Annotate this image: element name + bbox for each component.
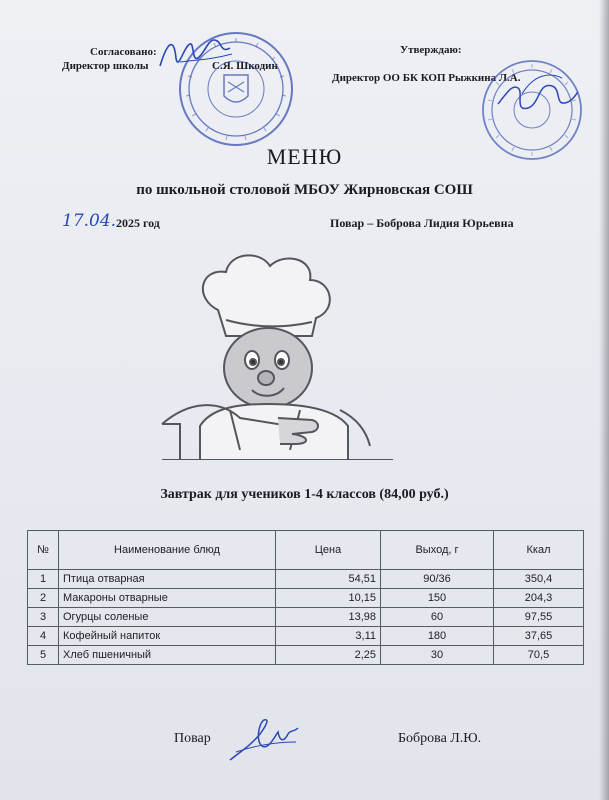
row-number: 5 (28, 646, 59, 665)
col-kcal: Ккал (494, 531, 584, 570)
menu-table (27, 530, 584, 665)
row-kcal: 97,55 (494, 608, 584, 627)
row-dish: Кофейный напиток (59, 627, 276, 646)
row-kcal: 204,3 (494, 589, 584, 608)
table-row (28, 646, 584, 665)
row-weight: 150 (381, 589, 494, 608)
row-dish: Огурцы соленые (59, 608, 276, 627)
row-number: 1 (28, 570, 59, 589)
footer-cook-label: Повар (174, 731, 211, 746)
col-weight: Выход, г (381, 531, 494, 570)
row-price: 10,15 (276, 589, 381, 608)
row-price: 2,25 (276, 646, 381, 665)
col-price: Цена (276, 531, 381, 570)
meal-title: Завтрак для учеников 1-4 классов (84,00 руб.) (160, 487, 449, 502)
row-number: 4 (28, 627, 59, 646)
chef-illustration-icon (160, 250, 395, 460)
row-kcal: 37,65 (494, 627, 584, 646)
col-number: № (28, 531, 59, 570)
row-dish: Макароны отварные (59, 589, 276, 608)
row-number: 3 (28, 608, 59, 627)
cook-signature-icon (226, 712, 306, 766)
row-weight: 90/36 (381, 570, 494, 589)
union-director-label: Директор ОО БК КОП Рыжкина Л.А. (332, 72, 521, 84)
year-label: 2025 год (116, 216, 160, 230)
table-header-row (28, 531, 584, 570)
director-signature-icon (150, 28, 240, 78)
page-subtitle: по школьной столовой МБОУ Жирновская СОШ (136, 182, 473, 198)
director-name: С.Я. Шкодин (212, 60, 278, 72)
row-weight: 60 (381, 608, 494, 627)
union-signature-icon (492, 64, 582, 124)
footer-cook-name: Боброва Л.Ю. (398, 731, 482, 746)
cook-line: Повар – Боброва Лидия Юрьевна (330, 216, 514, 230)
table-row (28, 608, 584, 627)
approval-label: Согласовано: (90, 46, 157, 58)
table-row (28, 570, 584, 589)
table-row (28, 627, 584, 646)
row-price: 3,11 (276, 627, 381, 646)
confirm-label: Утверждаю: (400, 44, 462, 56)
paper-edge-shadow (599, 0, 609, 800)
row-dish: Хлеб пшеничный (59, 646, 276, 665)
row-kcal: 350,4 (494, 570, 584, 589)
page-title: МЕНЮ (266, 144, 343, 169)
handwritten-date: 17.04. (62, 211, 117, 231)
row-price: 13,98 (276, 608, 381, 627)
row-price: 54,51 (276, 570, 381, 589)
table-row (28, 589, 584, 608)
row-kcal: 70,5 (494, 646, 584, 665)
director-label: Директор школы (62, 60, 149, 72)
col-dish-name: Наименование блюд (59, 531, 276, 570)
row-dish: Птица отварная (59, 570, 276, 589)
row-weight: 30 (381, 646, 494, 665)
row-number: 2 (28, 589, 59, 608)
row-weight: 180 (381, 627, 494, 646)
